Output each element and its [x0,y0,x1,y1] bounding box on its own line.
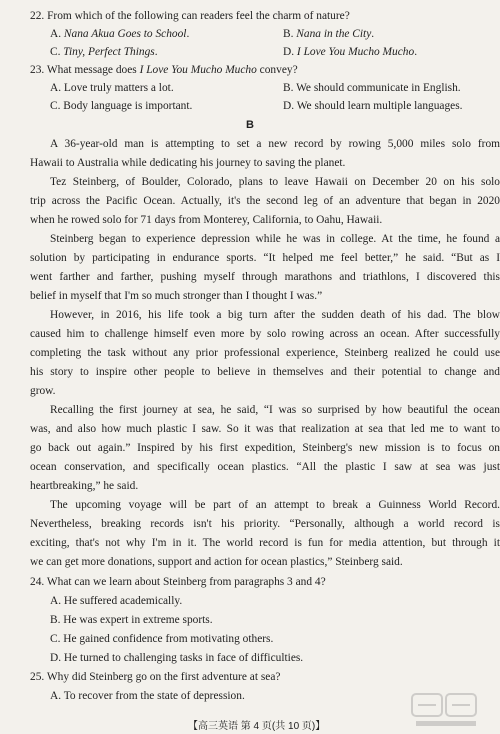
passage-p3-line1: Steinberg began to experience depression while he was in college. At the time, he found a [50,233,500,245]
passage-p5-line5: heartbreaking,” he said. [30,480,139,492]
q22-option-b: B. Nana in the City. [283,28,375,40]
passage-p2-line2: trip across the Pacific Ocean. Actually, it's the second leg of an adventure that began in 2020 [30,195,500,207]
q24-option-d: D. He turned to challenging tasks in face of difficulties. [50,652,304,664]
passage-p1-line1: A 36-year-old man is attempting to set a new record by rowing 5,000 miles solo from [50,138,500,150]
q25-stem: 25. Why did Steinberg go on the first adventure at sea? [30,671,281,683]
passage-p4-line1: However, in 2016, his life took a big turn after the sudden death of his dad. The blow [50,309,500,321]
q22-option-d-title: I Love You Mucho Mucho [296,46,415,58]
passage-p5-line1: Recalling the first journey at sea, he said, “I was so surprised by how beautiful the ocean [50,404,500,416]
q22-option-d: D. I Love You Mucho Mucho. [283,46,418,58]
passage-p4-line5: grow. [30,385,56,397]
passage-p6-line3: exciting, that's not why I'm in it. The world record is fun for media attention, but through it [30,537,500,549]
q24-stem: 24. What can we learn about Steinberg from paragraphs 3 and 4? [30,576,326,588]
q24-option-a: A. He suffered academically. [50,595,183,607]
passage-p2-line1: Tez Steinberg, of Boulder, Colorado, plans to leave Hawaii on December 20 on his solo [50,176,500,188]
q23-stem-title: I Love You Mucho Mucho [139,64,257,76]
q22-option-a-title: Nana Akua Goes to School [63,28,187,40]
passage-p1-line2: Hawaii to Australia while dedicating his journey to saving the planet. [30,157,346,169]
passage-p6-line1: The upcoming voyage will be part of an attempt to break a Guinness World Record. [50,499,500,511]
q24-option-c: C. He gained confidence from motivating others. [50,633,274,645]
q22-option-b-title: Nana in the City [296,28,372,40]
section-label: B [246,119,254,131]
passage-p6-line4: we can get more donations, support and action for ocean plastics,” Steinberg said. [30,556,403,568]
passage-p5-line2: was, and also how much plastic I saw. So it was that realization at sea that led me to want to [30,423,500,435]
q23-option-d: D. We should learn multiple languages. [283,100,463,112]
q23-stem-after: convey? [256,64,298,76]
passage-p3-line3: went farther and farther, pushing myself through marathons and triathlons, I discovered this [30,271,500,283]
passage-p4-line4: his story to inspire other people to believe in themselves and their potential to change and [30,366,500,378]
q22-option-a: A. Nana Akua Goes to School. [50,28,190,40]
passage-p4-line2: caused him to challenge himself even more by solo rowing across an ocean. After successfully [30,328,500,340]
q24-option-b: B. He was expert in extreme sports. [50,614,213,626]
passage-p5-line4: ocean conservation, and specifically ocean plastics. “All the plastic I saw at sea was just [30,461,500,473]
passage-p3-line4: belief in myself that I'm so much stronger than I thought I was.” [30,290,323,302]
q23-stem [30,62,298,78]
q23-option-b: B. We should communicate in English. [283,82,461,94]
watermark-logo [410,690,490,730]
q25-option-a: A. To recover from the state of depression. [50,690,245,702]
passage-p3-line2: solution by participating in endurance sports. “It helped me feel better,” he said. “But as I [30,252,500,264]
q23-option-c: C. Body language is important. [50,100,193,112]
passage-p6-line2: Nevertheless, breaking records isn't his priority. “Personally, although a world record is [30,518,500,530]
q23-stem-before: 23. What message does [30,64,140,76]
q22-option-c: C. Tiny, Perfect Things. [50,46,158,58]
page-footer: 【高三英语 第 4 页(共 10 页)】 [188,721,326,732]
passage-p2-line3: when he rowed solo for 71 days from Monterey, California, to Oahu, Hawaii. [30,214,383,226]
q22-stem: 22. From which of the following can readers feel the charm of nature? [30,10,350,22]
q23-option-a: A. Love truly matters a lot. [50,82,174,94]
passage-p4-line3: completing the task without any prior professional experience, Steinberg realized he could use [30,347,500,359]
passage-p5-line3: go back out again.” Inspired by his first expedition, Steinberg's new mission is to focus on [30,442,500,454]
q22-option-c-title: Tiny, Perfect Things [63,46,155,58]
